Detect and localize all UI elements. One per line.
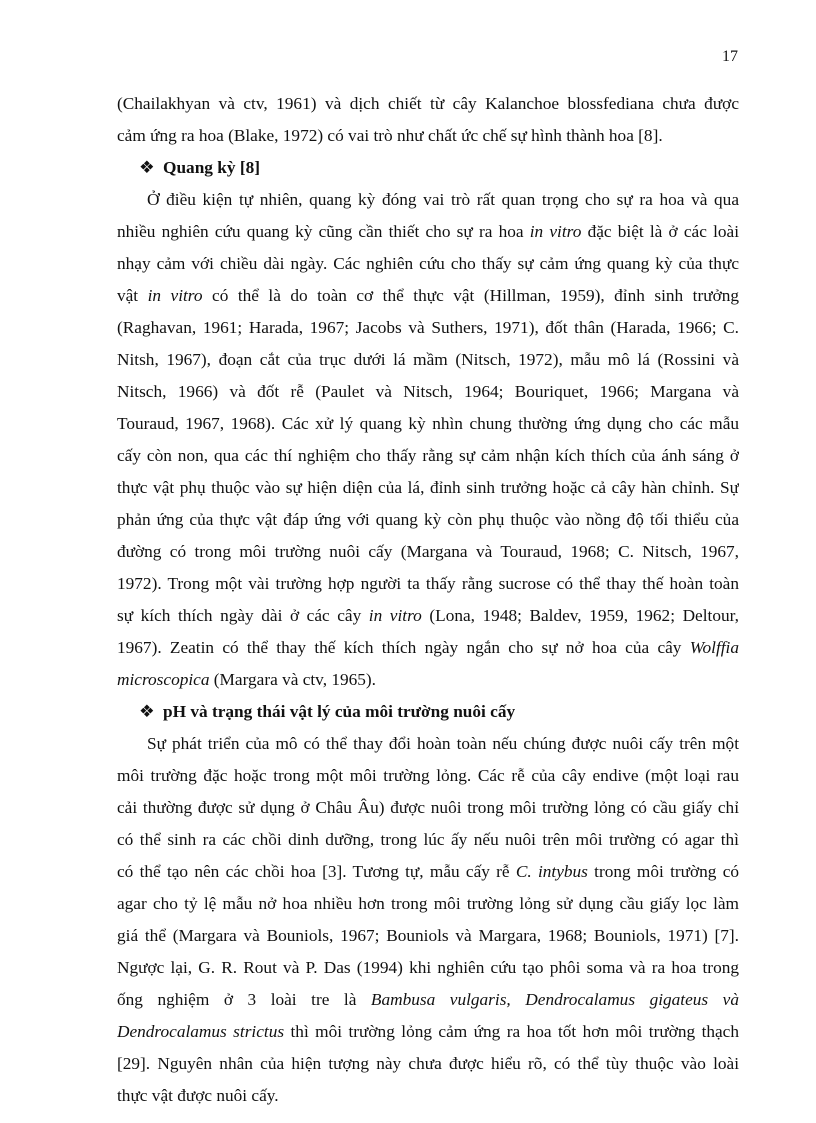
text-line: cảm ứng ra hoa (Blake, 1972) có vai trò như chất ức chế sự hình thành hoa [8].: [117, 126, 663, 145]
text-line: thực vật được nuôi cấy.: [117, 1086, 279, 1105]
heading-text: Quang kỳ [8]: [163, 158, 260, 177]
text-line: nhạy cảm với chiều dài ngày. Các nghiên cứu cho thấy sự cảm ứng quang kỳ của thực: [117, 254, 739, 273]
text-line: Ngược lại, G. R. Rout và P. Das (1994) khi nghiên cứu tạo phôi soma và ra hoa trong: [117, 958, 739, 977]
text-line: Sự phát triển của mô có thể thay đổi hoàn toàn nếu chúng được nuôi cấy trên một: [147, 734, 739, 753]
text-line: có thể tạo nên các chồi hoa [3]. Tương tự, mẫu cấy rễ C. intybus trong môi trường có: [117, 862, 739, 881]
diamond-bullet-icon: ❖: [139, 702, 155, 721]
text-line: agar cho tỷ lệ mẫu nở hoa nhiều hơn trong môi trường lỏng sử dụng cầu giấy lọc làm: [117, 894, 739, 913]
text-line: Nitsh, 1967), đoạn cắt của trục dưới lá mầm (Nitsch, 1972), mẫu mô lá (Rossini và: [117, 350, 739, 369]
heading-text: pH và trạng thái vật lý của môi trường nuôi cấy: [163, 702, 516, 721]
text-line: 1972). Trong một vài trường hợp người ta thấy rằng sucrose có thể thay thế hoàn toàn: [117, 574, 739, 593]
text-line: có thể sinh ra các chồi dinh dưỡng, trong lúc ấy nếu nuôi trên môi trường có agar thì: [117, 830, 739, 849]
section-heading-photoperiod: [117, 152, 739, 184]
text-line: môi trường đặc hoặc trong một môi trường lỏng. Các rễ của cây endive (một loại rau: [117, 766, 739, 785]
text-line: (Raghavan, 1961; Harada, 1967; Jacobs và Suthers, 1971), đốt thân (Harada, 1966; C.: [117, 318, 739, 337]
document-body: [117, 88, 739, 1112]
text-line: Nitsch, 1966) và đốt rễ (Paulet và Nitsch, 1964; Bouriquet, 1966; Margana và: [117, 382, 739, 401]
text-line: [29]. Nguyên nhân của hiện tượng này chưa được hiểu rõ, có thể tùy thuộc vào loài: [117, 1054, 739, 1073]
text-line: ống nghiệm ở 3 loài tre là Bambusa vulgaris, Dendrocalamus gigateus và: [117, 990, 739, 1009]
text-line: vật in vitro có thể là do toàn cơ thể thực vật (Hillman, 1959), đỉnh sinh trưởng: [117, 286, 739, 305]
diamond-bullet-icon: ❖: [139, 158, 155, 177]
text-line: (Chailakhyan và ctv, 1961) và dịch chiết từ cây Kalanchoe blossfediana chưa được: [117, 94, 739, 113]
page-number: 17: [722, 48, 738, 65]
section-heading-ph: [117, 696, 739, 728]
text-line: microscopica (Margara và ctv, 1965).: [117, 670, 376, 689]
text-line: 1967). Zeatin có thể thay thế kích thích ngày ngắn cho sự nở hoa của cây Wolffia: [117, 638, 739, 657]
text-line: sự kích thích ngày dài ở các cây in vitro (Lona, 1948; Baldev, 1959, 1962; Deltour,: [117, 606, 739, 625]
text-line: thực vật phụ thuộc vào sự hiện diện của lá, đỉnh sinh trưởng hoặc cả cây hàn chỉnh. Sự: [117, 478, 739, 497]
text-line: phản ứng của thực vật đáp ứng với quang kỳ còn phụ thuộc vào nồng độ tối thiểu của: [117, 510, 739, 529]
text-line: đường có trong môi trường nuôi cấy (Margana và Touraud, 1968; C. Nitsch, 1967,: [117, 542, 739, 561]
text-line: cải thường được sử dụng ở Châu Âu) được nuôi trong môi trường lỏng có cầu giấy chỉ: [117, 798, 739, 817]
text-line: giá thể (Margara và Bouniols, 1967; Bouniols và Margara, 1968; Bouniols, 1971) [7].: [117, 926, 739, 945]
text-line: Dendrocalamus strictus thì môi trường lỏng cảm ứng ra hoa tốt hơn môi trường thạch: [117, 1022, 739, 1041]
text-line: cấy còn non, qua các thí nghiệm cho thấy rằng sự cảm nhận kích thích của ánh sáng ở: [117, 446, 739, 465]
text-line: Touraud, 1967, 1968). Các xử lý quang kỳ nhìn chung thường ứng dụng cho các mẫu: [117, 414, 739, 433]
text-line: Ở điều kiện tự nhiên, quang kỳ đóng vai trò rất quan trọng cho sự ra hoa và qua: [147, 190, 739, 209]
text-line: nhiều nghiên cứu quang kỳ cũng cần thiết cho sự ra hoa in vitro đặc biệt là ở các loài: [117, 222, 739, 241]
